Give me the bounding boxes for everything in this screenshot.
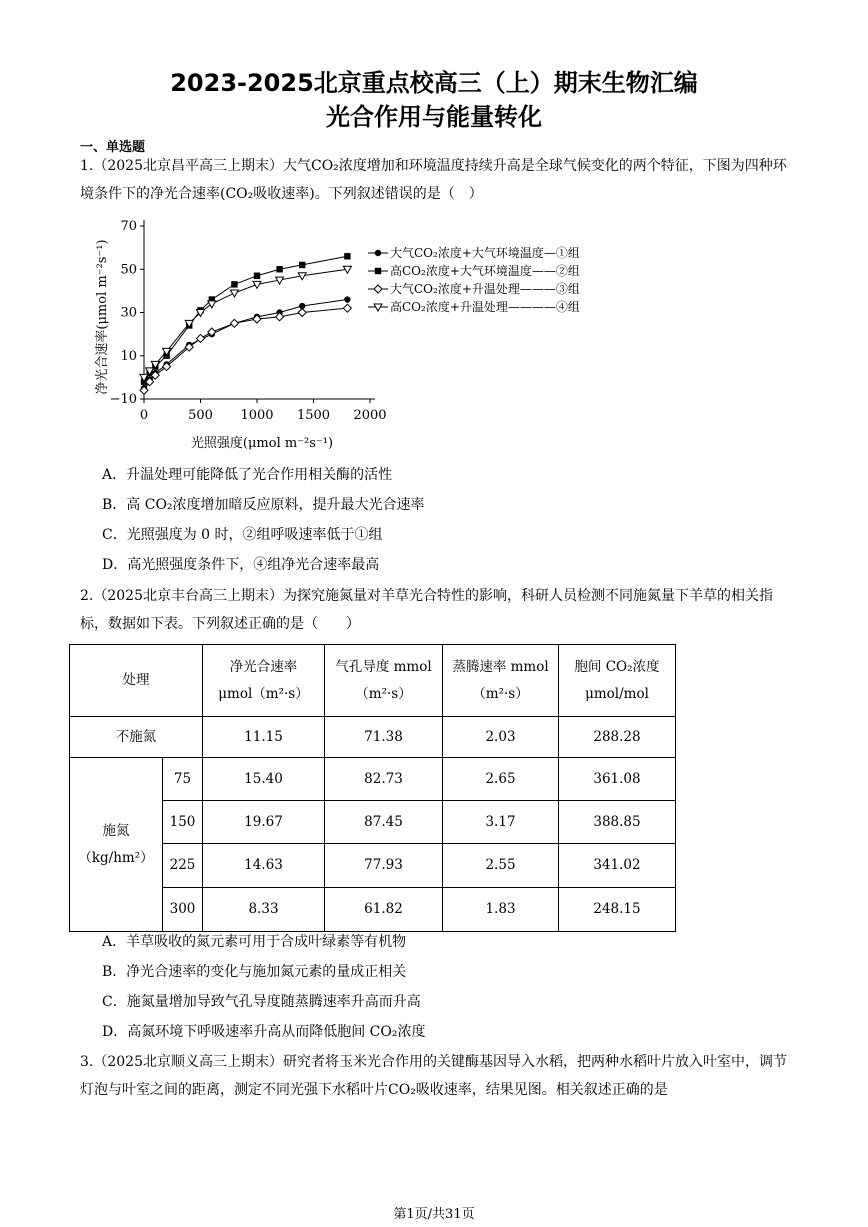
q1-option-c: C．光照强度为 0 时，②组呼吸速率低于①组	[102, 527, 383, 543]
series-line-1	[144, 300, 347, 389]
x-tick-label: 1000	[240, 408, 274, 423]
section-heading: 一、单选题	[80, 140, 146, 155]
nitrogen-level: 75	[163, 758, 203, 801]
table-cell: 388.85	[559, 801, 676, 844]
q2-option-a: A．羊草吸收的氮元素可用于合成叶绿素等有机物	[102, 934, 407, 950]
q2-option-b: B．净光合速率的变化与施加氮元素的量成正相关	[102, 964, 407, 980]
header-line: 气孔导度 mmol	[335, 658, 432, 675]
group-label-line: 施氮	[102, 822, 130, 839]
y-tick-label: −10	[109, 392, 137, 407]
question-3-stem: 3.（2025北京顺义高三上期末）研究者将玉米光合作用的关键酶基因导入水稻，把两种水稻叶片放入叶室中，调节灯泡与叶室之间的距离，测定不同光强下水稻叶片CO₂吸收速率，结果见图。相关叙述正确的是	[80, 1054, 787, 1098]
header-net-photosynthesis	[203, 645, 325, 717]
header-stomatal-conductance	[325, 645, 443, 717]
header-treatment: 处理	[70, 645, 203, 717]
table-cell: 2.55	[443, 844, 559, 888]
question-1-stem: 1.（2025北京昌平高三上期末）大气CO₂浓度增加和环境温度持续升高是全球气候变化的两个特征，下图为四种环境条件下的净光合速率(CO₂吸收速率)。下列叙述错误的是（ ）	[80, 158, 787, 202]
legend-entry-2: 高CO₂浓度+大气环境温度——②组	[390, 264, 580, 278]
q1-option-b: B．高 CO₂浓度增加暗反应原料，提升最大光合速率	[102, 497, 425, 513]
legend-entry-1: 大气CO₂浓度+大气环境温度—①组	[390, 246, 580, 260]
table-cell: 2.03	[443, 717, 559, 758]
q2-data-table	[69, 644, 676, 932]
table-cell: 82.73	[325, 758, 443, 801]
document-title-line-1: 2023-2025北京重点校高三（上）期末生物汇编	[170, 69, 698, 97]
nitrogen-level: 225	[163, 844, 203, 888]
data-point-series-3	[298, 309, 306, 317]
table-row-control	[70, 717, 676, 758]
q2-option-c: C．施氮量增加导致气孔导度随蒸腾速率升高而升高	[102, 994, 421, 1010]
x-tick-label: 0	[139, 408, 149, 423]
header-unit: μmol/mol	[585, 685, 649, 702]
data-point-series-2	[276, 266, 282, 272]
legend-entry-4: 高CO₂浓度+升温处理————④组	[390, 300, 580, 314]
series-line-2	[144, 256, 347, 381]
header-unit: μmol（m²·s）	[218, 685, 309, 702]
nitrogen-group-label	[70, 758, 163, 932]
data-point-series-4	[253, 281, 261, 288]
header-intercellular-co2	[559, 645, 676, 717]
header-transpiration	[443, 645, 559, 717]
data-point-series-4	[208, 301, 216, 308]
table-cell: 15.40	[203, 758, 325, 801]
table-cell: 248.15	[559, 888, 676, 932]
table-header-row	[70, 645, 676, 717]
y-tick-label: 10	[120, 348, 137, 364]
legend-marker-2	[375, 268, 381, 274]
nitrogen-level: 300	[163, 888, 203, 932]
header-line: 净光合速率	[229, 658, 298, 675]
control-label: 不施氮	[70, 717, 203, 758]
table-cell: 77.93	[325, 844, 443, 888]
q2-option-d: D．高氮环境下呼吸速率升高从而降低胞间 CO₂浓度	[102, 1024, 426, 1040]
legend-entry-3: 大气CO₂浓度+升温处理———③组	[390, 282, 580, 296]
legend-marker-1	[375, 250, 381, 256]
x-tick-label: 500	[188, 408, 213, 423]
table-cell: 19.67	[203, 801, 325, 844]
group-label-unit: （kg/hm²）	[78, 849, 154, 866]
y-tick-label: 30	[120, 305, 137, 321]
table-cell: 71.38	[325, 717, 443, 758]
x-axis-label: 光照强度(μmol m⁻²s⁻¹)	[190, 436, 334, 451]
table-cell: 2.65	[443, 758, 559, 801]
table-cell: 8.33	[203, 888, 325, 932]
data-point-series-2	[299, 262, 305, 268]
data-point-series-3	[230, 319, 238, 327]
table-row	[70, 758, 676, 801]
table-cell: 288.28	[559, 717, 676, 758]
data-point-series-2	[231, 281, 237, 287]
x-tick-label: 2000	[353, 408, 387, 423]
y-tick-label: 50	[120, 262, 137, 278]
q1-option-d: D．高光照强度条件下，④组净光合速率最高	[102, 557, 380, 573]
data-point-series-2	[344, 253, 350, 259]
y-axis-label: 净光合速率(μmol m⁻²s⁻¹)	[95, 239, 110, 395]
q1-line-chart	[80, 205, 610, 455]
data-point-series-1	[344, 296, 350, 302]
table-cell: 11.15	[203, 717, 325, 758]
document-title-line-2: 光合作用与能量转化	[326, 103, 542, 131]
table-cell: 3.17	[443, 801, 559, 844]
header-unit: （m²·s）	[472, 685, 529, 702]
legend-marker-3	[374, 285, 382, 293]
series-line-4	[144, 269, 347, 377]
table-cell: 14.63	[203, 844, 325, 888]
table-cell: 1.83	[443, 888, 559, 932]
x-tick-label: 1500	[296, 408, 331, 423]
table-cell: 61.82	[325, 888, 443, 932]
table-cell: 87.45	[325, 801, 443, 844]
header-unit: （m²·s）	[355, 685, 412, 702]
page-footer: 第1页/共31页	[393, 1207, 475, 1222]
header-line: 胞间 CO₂浓度	[574, 658, 660, 675]
nitrogen-level: 150	[163, 801, 203, 844]
data-point-series-4	[230, 290, 238, 297]
data-point-series-2	[254, 273, 260, 279]
q1-option-a: A．升温处理可能降低了光合作用相关酶的活性	[102, 467, 393, 483]
data-point-series-3	[343, 304, 351, 312]
table-cell: 361.08	[559, 758, 676, 801]
y-tick-label: 70	[120, 219, 137, 234]
header-line: 蒸腾速率 mmol	[452, 658, 549, 675]
table-cell: 341.02	[559, 844, 676, 888]
question-2-stem: 2.（2025北京丰台高三上期末）为探究施氮量对羊草光合特性的影响，科研人员检测不同施氮量下羊草的相关指标，数据如下表。下列叙述正确的是（ ）	[80, 588, 773, 632]
